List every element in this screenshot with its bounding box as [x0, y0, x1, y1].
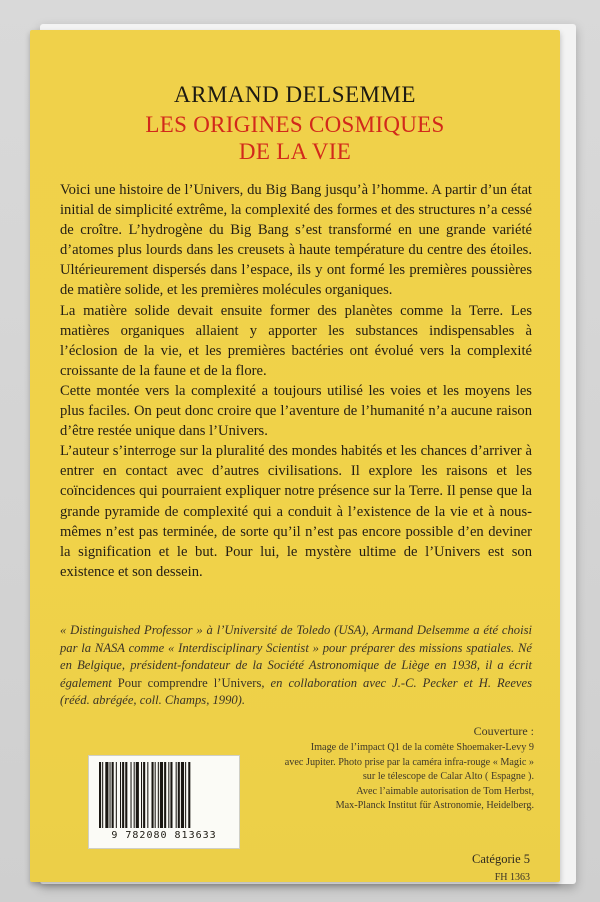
credits-line: Avec l’aimable autorisation de Tom Herbst, — [356, 785, 534, 797]
book-back-cover — [30, 30, 560, 882]
bio-part-1: « Distinguished Professor » à l’Université de Toledo (USA), Armand Delsemme a été choisi par la NASA comme « Interdisciplinary Scientist » pour préparer des missions spatiales. Né en Belgique, président-fondateur de la Société Astronomique de Liège en 1938, il a écrit également — [60, 623, 532, 690]
barcode-bar — [168, 762, 169, 828]
barcode-bar — [110, 762, 111, 828]
barcode-bar — [120, 762, 121, 828]
book-title-line-1: LES ORIGINES COSMIQUES — [145, 112, 445, 137]
blurb-paragraph: Cette montée vers la complexité a toujours utilisé les voies et les moyens les plus faciles. On peut donc croire que l’aventure de l’humanité n’a aucune raison d’être restée unique dans l’Univers. — [60, 382, 532, 440]
barcode-bar — [164, 762, 166, 828]
bio-part-2: , en collaboration avec J.-C. Pecker et H. Reeves (rééd. abrégée, coll. Champs, 1990). — [60, 675, 532, 708]
barcode-bar — [147, 762, 148, 828]
author-bio — [60, 622, 532, 710]
barcode-bar — [176, 762, 177, 828]
barcode-bar — [188, 762, 190, 828]
barcode-bar — [134, 762, 135, 828]
barcode-bar — [112, 762, 114, 828]
barcode-bar — [185, 762, 186, 828]
blurb-paragraph: L’auteur s’interroge sur la pluralité des mondes habités et les chances d’arriver à entrer en contact avec d’autres civilisations. Il explore les raisons et les coïncidences qui pourraient expliquer notre présence sur la Terre. Il pense que la grande pyramide de complexité qui a conduit à l’existence de la vie et à nous-mêmes n’est pas terminée, de sorte qu’il n’est pas encore possible d’en deviner la signification et le but. Pour lui, le mystère ultime de l’Univers est son existence et son dessein. — [60, 443, 532, 580]
barcode-bar — [136, 762, 139, 828]
barcode-digits: 9 782080 813633 — [111, 830, 217, 841]
credits-line: sur le télescope de Calar Alto ( Espagne ). — [362, 771, 534, 783]
bio-book-title: Pour comprendre l’Univers — [117, 675, 262, 690]
barcode-bar — [99, 762, 101, 828]
barcode-bar — [102, 762, 103, 828]
barcode-bar — [152, 762, 154, 828]
catalog-code: FH 1363 — [494, 872, 530, 882]
blurb-paragraph: La matière solide devait ensuite former des planètes comme la Terre. Les matières organiques allaient y apporter les substances indispensables à l’éclosion de la vie, et les premières bactéries ont évolué vers la complexité croissante de la faune et de la flore. — [60, 302, 532, 379]
barcode-bar — [141, 762, 142, 828]
barcode-bar — [116, 762, 117, 828]
barcode-bar — [131, 762, 132, 828]
barcode-bar — [105, 762, 108, 828]
category-label: Catégorie 5 — [472, 852, 530, 866]
barcode-bar — [158, 762, 159, 828]
credits-title: Couverture : — [473, 724, 534, 738]
blurb-paragraph: Voici une histoire de l’Univers, du Big Bang jusqu’à l’homme. A partir d’un état initial de simplicité extrême, la complexité des formes et des structures n’a cessé de croître. L’hydrogène du Big Bang s’est transformé en une grande variété d’atomes plus lourds dans les creusets à haute température du centre des étoiles. Ultérieurement dispersés dans l’espace, ils y ont formé les premières poussières de matière solide, et les premières molécules organiques. — [60, 182, 532, 299]
barcode-bar — [143, 762, 145, 828]
isbn-barcode — [88, 755, 240, 849]
author-name: ARMAND DELSEMME — [174, 82, 416, 107]
credits-line: avec Jupiter. Photo prise par la caméra infra-rouge « Magic » — [284, 756, 534, 768]
barcode-bar — [125, 762, 127, 828]
barcode-bar — [181, 762, 184, 828]
credits-line: Max-Planck Institut für Astronomie, Heidelberg. — [335, 800, 534, 812]
credits-line: Image de l’impact Q1 de la comète Shoemaker-Levy 9 — [310, 742, 534, 753]
barcode-bars-graphic — [97, 762, 231, 828]
book-title-line-2: DE LA VIE — [238, 139, 352, 164]
blurb-text — [60, 180, 532, 582]
cover-credits — [204, 724, 534, 814]
barcode-bar — [178, 762, 180, 828]
barcode-bar — [155, 762, 156, 828]
barcode-bar — [122, 762, 124, 828]
barcode-bar — [160, 762, 163, 828]
barcode-bar — [170, 762, 172, 828]
